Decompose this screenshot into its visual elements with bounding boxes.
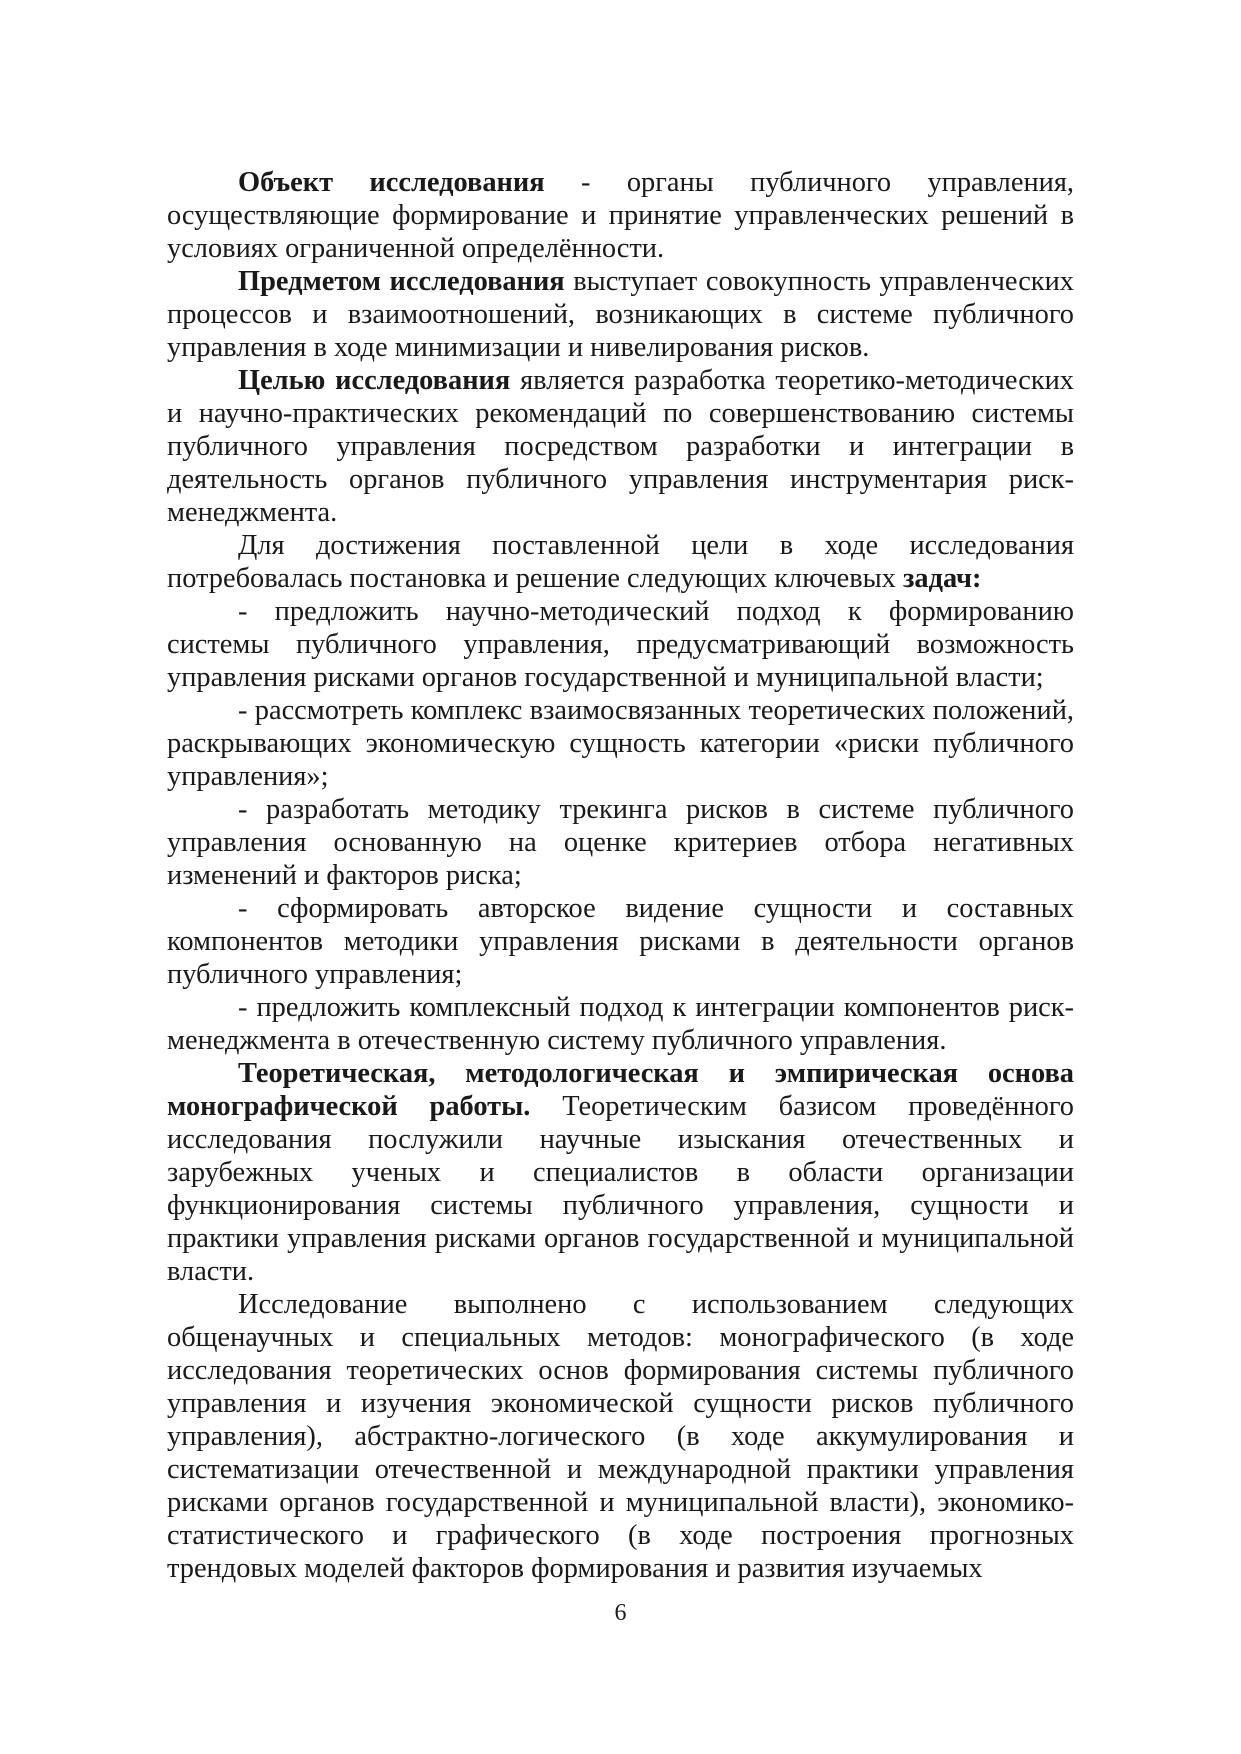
tasks-intro-text: Для достижения поставленной цели в ходе исследования потребовалась постановка и решение следующих ключевых [167,530,1074,594]
object-label: Объект исследования [238,167,545,198]
task-item: - предложить научно-методический подход к формированию системы публичного управления, предусматривающий возможность управления рисками органов государственной и муниципальной власти; [167,596,1074,693]
subject-label: Предметом исследования [238,266,565,297]
paragraph-tasks-intro [167,529,1074,595]
subject-text: выступает совокупность управленческих процессов и взаимоотношений, возникающих в системе публичного управления в ходе минимизации и нивелирования рисков. [167,266,1074,363]
goal-label: Целью исследования [238,365,511,396]
goal-text: является разработка теоретико-методических и научно-практических рекомендаций по совершенствованию системы публичного управления посредством разработки и интеграции в деятельность органов публичного управления инструментария риск-менеджмента. [167,365,1074,528]
document-body [167,166,1074,1585]
basis-text: Теоретическим базисом проведённого исследования послужили научные изыскания отечественных и зарубежных ученых и специалистов в области организации функционирования системы публичного управления, сущности и практики управления рисками органов государственной и муниципальной власти. [167,1091,1074,1287]
paragraph-subject [167,265,1074,364]
task-item: - рассмотреть комплекс взаимосвязанных теоретических положений, раскрывающих экономическую сущность категории «риски публичного управления»; [167,695,1074,792]
paragraph-basis [167,1057,1074,1288]
task-item: - предложить комплексный подход к интеграции компонентов риск-менеджмента в отечественную систему публичного управления. [167,992,1074,1056]
basis-label: Теоретическая, методологическая и эмпирическая основа монографической работы. [167,1058,1074,1122]
paragraph-methods: Исследование выполнено с использованием следующих общенаучных и специальных методов: монографического (в ходе исследования теоретических основ формирования системы публичного управления и изучения экономической сущности рисков публичного управления), абстрактно-логического (в ходе аккумулирования и систематизации отечественной и международной практики управления рисками органов государственной и муниципальной власти), экономико-статистического и графического (в ходе построения прогнозных трендовых моделей факторов формирования и развития изучаемых [167,1289,1074,1584]
task-item: - сформировать авторское видение сущности и составных компонентов методики управления рисками в деятельности органов публичного управления; [167,893,1074,990]
paragraph-object [167,166,1074,265]
object-text: - органы публичного управления, осуществляющие формирование и принятие управленческих решений в условиях ограниченной определённости. [167,167,1074,264]
page-number: 6 [614,1600,627,1626]
paragraph-goal [167,364,1074,529]
tasks-intro-bold: задач: [902,563,982,594]
task-item: - разработать методику трекинга рисков в системе публичного управления основанную на оценке критериев отбора негативных изменений и факторов риска; [167,794,1074,891]
